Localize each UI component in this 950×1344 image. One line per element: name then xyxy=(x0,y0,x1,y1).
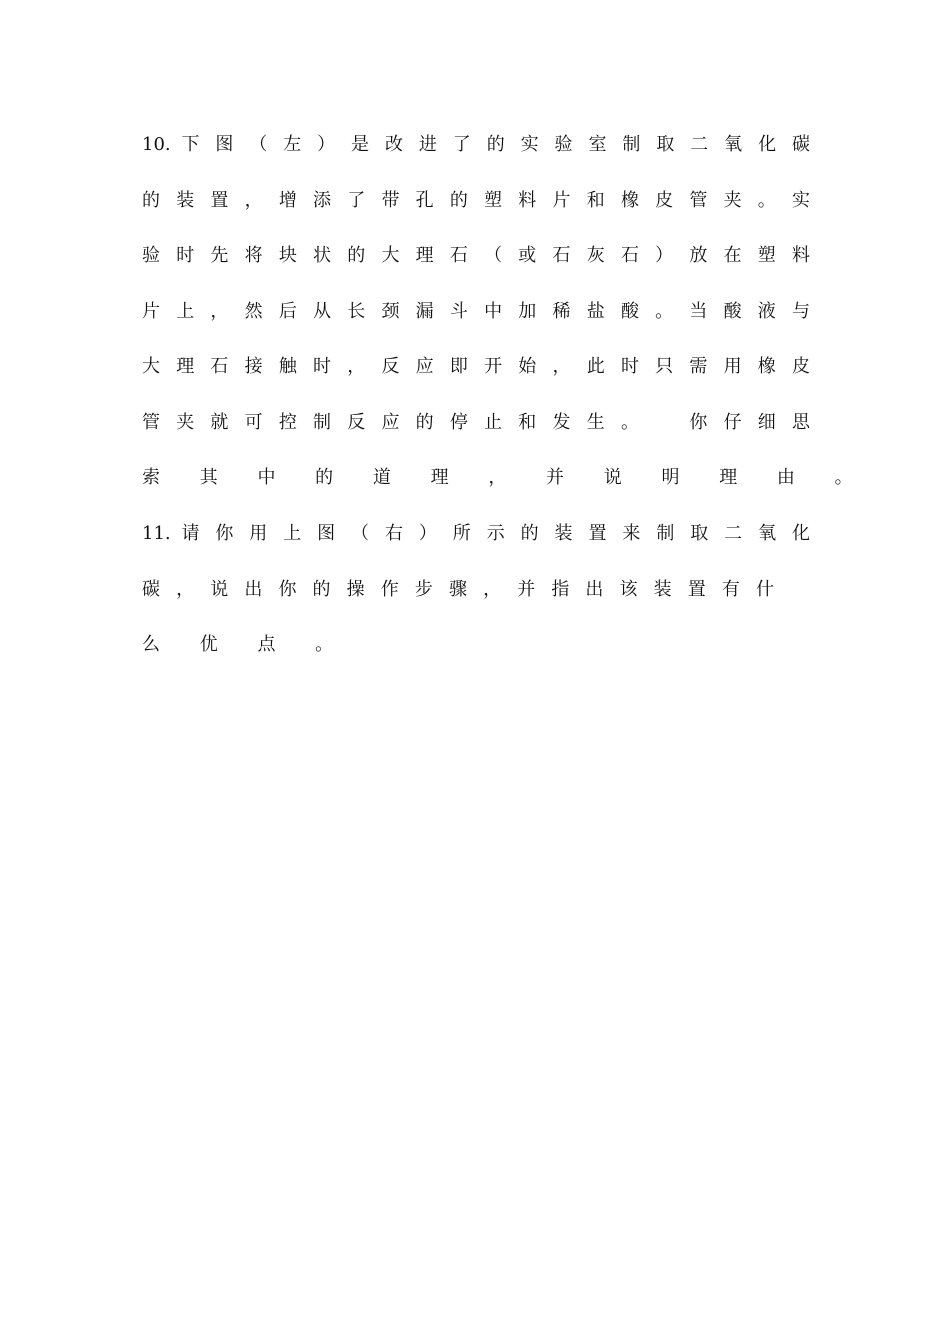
question-11-line-2: 碳 ， 说 出 你 的 操 作 步 骤 ， 并 指 出 该 装 置 有 什 xyxy=(142,579,774,600)
question-10-line-2: 的 装 置 ， 增 添 了 带 孔 的 塑 料 片 和 橡 皮 管 夹 。 实 xyxy=(142,190,810,211)
question-10-line-4: 片 上 ， 然 后 从 长 颈 漏 斗 中 加 稀 盐 酸 。 当 酸 液 与 xyxy=(142,301,810,322)
question-10-line-5: 大 理 石 接 触 时 ， 反 应 即 开 始 ， 此 时 只 需 用 橡 皮 xyxy=(142,356,810,377)
question-11-line-3: 么 优 点 。 xyxy=(142,634,351,655)
question-11-line-1: 11. 请 你 用 上 图 （ 右 ） 所 示 的 装 置 来 制 取 二 氧 化 xyxy=(142,523,810,544)
question-10-line-1: 10. 下 图 （ 左 ） 是 改 进 了 的 实 验 室 制 取 二 氧 化 碳 xyxy=(142,134,810,155)
question-10-line-3: 验 时 先 将 块 状 的 大 理 石 （ 或 石 灰 石 ） 放 在 塑 料 xyxy=(142,245,810,266)
question-10-line-6: 管 夹 就 可 控 制 反 应 的 停 止 和 发 生 。 你 仔 细 思 xyxy=(142,412,810,433)
question-10-line-7: 索 其 中 的 道 理 ， 并 说 明 理 由 。 xyxy=(142,467,870,488)
